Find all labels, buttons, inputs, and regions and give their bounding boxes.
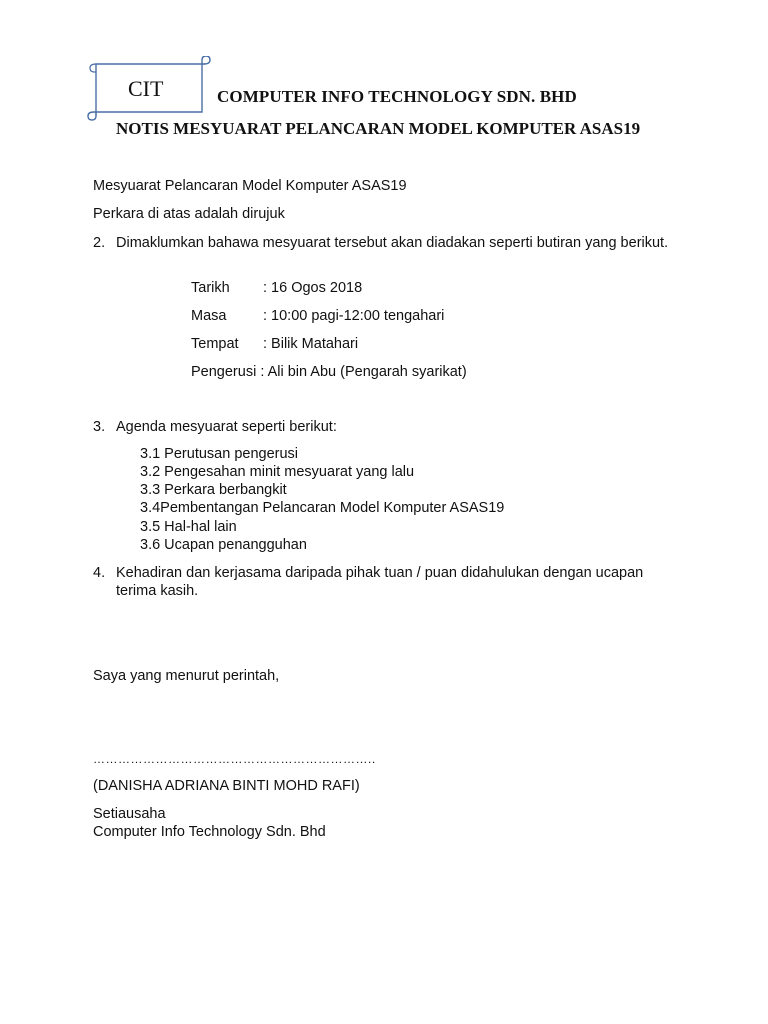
detail-chairman bbox=[191, 363, 467, 381]
agenda-item: 3.4Pembentangan Pelancaran Model Komputer ASAS19 bbox=[140, 500, 505, 516]
detail-label: Tempat bbox=[191, 336, 239, 352]
logo-text: CIT bbox=[128, 76, 164, 101]
para2-text: Dimaklumkan bahawa mesyuarat tersebut akan diadakan seperti butiran yang berikut. bbox=[116, 235, 669, 251]
para2-number: 2. bbox=[93, 235, 106, 251]
para3-text: Agenda mesyuarat seperti berikut: bbox=[116, 419, 337, 435]
reference-line: Perkara di atas adalah dirujuk bbox=[93, 206, 285, 222]
detail-value: : Ali bin Abu (Pengarah syarikat) bbox=[260, 364, 467, 380]
signatory-name: (DANISHA ADRIANA BINTI MOHD RAFI) bbox=[93, 778, 360, 794]
detail-label: Masa bbox=[191, 308, 227, 324]
detail-label: Tarikh bbox=[191, 280, 230, 296]
detail-value: : Bilik Matahari bbox=[263, 336, 359, 352]
detail-value: : 10:00 pagi-12:00 tengahari bbox=[263, 308, 445, 324]
signature-dots: ………………………………………………………….. bbox=[93, 752, 376, 766]
agenda-item: 3.6 Ucapan penangguhan bbox=[140, 537, 307, 553]
company-name: COMPUTER INFO TECHNOLOGY SDN. BHD bbox=[217, 87, 577, 106]
detail-label: Pengerusi bbox=[191, 364, 257, 380]
signatory-role: Setiausaha bbox=[93, 806, 166, 822]
signatory-company: Computer Info Technology Sdn. Bhd bbox=[93, 824, 326, 840]
agenda-item: 3.5 Hal-hal lain bbox=[140, 519, 237, 535]
closing-line: Saya yang menurut perintah, bbox=[93, 668, 280, 684]
agenda-item: 3.3 Perkara berbangkit bbox=[140, 482, 287, 498]
notice-title: NOTIS MESYUARAT PELANCARAN MODEL KOMPUTER ASAS19 bbox=[116, 119, 641, 138]
agenda-item: 3.2 Pengesahan minit mesyuarat yang lalu bbox=[140, 464, 415, 480]
para4-number: 4. bbox=[93, 565, 106, 581]
para4-text: Kehadiran dan kerjasama daripada pihak tuan / puan didahulukan dengan ucapan terima kasih. bbox=[116, 565, 644, 599]
detail-value: : 16 Ogos 2018 bbox=[263, 280, 363, 296]
para3-number: 3. bbox=[93, 419, 106, 435]
agenda-item: 3.1 Perutusan pengerusi bbox=[140, 446, 298, 462]
subject-line: Mesyuarat Pelancaran Model Komputer ASAS19 bbox=[93, 178, 407, 194]
